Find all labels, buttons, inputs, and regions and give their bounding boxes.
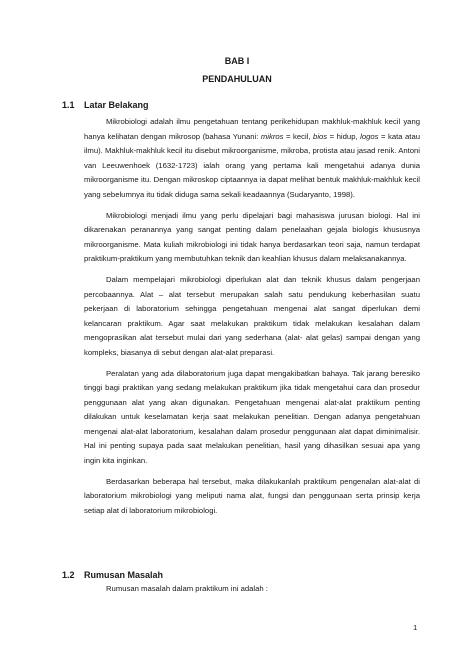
section-body-rumusan-masalah bbox=[84, 582, 420, 603]
italic-term: mikros bbox=[260, 131, 284, 141]
chapter-label: BAB I bbox=[224, 56, 250, 66]
section-heading-latar-belakang bbox=[62, 100, 149, 110]
section-title: Rumusan Masalah bbox=[84, 570, 164, 580]
text-run: = kata atau ilmu). Makhluk-makhluk kecil itu disebut mikroorganisme, mikroba, protista atau jasad renik. Antoni van Leeuwenhoek (1632-1723) ialah orang yang pertama kali mengetahui adanya dunia mikroorganisme itu. Dengan mikroskop ciptaannya ia dapat melihat bentuk makhluk-makhluk kecil yang sebelumnya itu tidak diduga sama sekali keadaannya (Sudaryanto, 1998). bbox=[84, 131, 420, 199]
chapter-title: PENDAHULUAN bbox=[202, 74, 272, 84]
text-run: Berdasarkan beberapa hal tersebut, maka dilakukanlah praktikum pengenalan alat-alat di laboratorium mikrobiologi yang meliputi nama alat, fungsi dan penggunaan serta prinsip kerja setiap alat di laboratorium mikrobiologi. bbox=[84, 476, 420, 515]
section-body-latar-belakang bbox=[84, 115, 420, 524]
paragraph bbox=[84, 209, 420, 267]
page-number: 1 bbox=[413, 623, 418, 632]
text-run: Dalam mempelajari mikrobiologi diperlukan alat dan teknik khusus dalam pengerjaan percobaannya. Alat – alat tersebut merupakan salah satu pendukung keberhasilan suatu pekerjaan di laboratorium sehingga pengetahuan mengenai alat sangat diperlukan demi kelancaran praktikum. Agar saat melakukan praktikum tidak melakukan kesalahan dalam mengoprasikan alat tersebut mulai dari yang sederhana (alat- alat gelas) sampai dengan yang kompleks, biasanya di sebut dengan alat-alat preparasi. bbox=[84, 274, 420, 357]
text-run: Mikrobiologi adalah ilmu pengetahuan tentang perikehidupan makhluk-makhluk kecil yang hanya kelihatan dengan mikrosop (bahasa Yunani: bbox=[84, 117, 420, 141]
text-run: Peralatan yang ada dilaboratorium juga dapat mengakibatkan bahaya. Tak jarang beresiko tinggi bagi praktikan yang sedang melakukan praktikum jika tidak mengetahui cara dan prosedur penggunaan alat yang akan digunakan. Pengetahuan mengenai alat-alat praktikum penting dilakukan untuk keselamatan kerja saat melakukan penelitian. Dengan adanya pengetahuan mengenai alat-alat laboratorium, kesalahan dalam prosedur penggunaan alat dapat diminimalisir. Hal ini penting supaya pada saat melakukan penelitian, hasil yang dihasilkan sesuai apa yang ingin kita inginkan. bbox=[84, 368, 420, 466]
section-number: 1.1 bbox=[62, 100, 75, 110]
paragraph bbox=[84, 475, 420, 519]
section-heading-rumusan-masalah bbox=[62, 570, 163, 580]
paragraph bbox=[84, 273, 420, 361]
text-run: = kecil, bbox=[283, 131, 314, 141]
section-number: 1.2 bbox=[62, 570, 75, 580]
text-run: = hidup, bbox=[327, 131, 361, 141]
paragraph bbox=[84, 367, 420, 469]
text-run: Mikrobiologi menjadi ilmu yang perlu dipelajari bagi mahasiswa jurusan biologi. Hal ini dikarenakan peranannya yang sangat penting dalam penelaahan gejala biologis khususnya mikroorganisme. Mata kuliah mikrobiologi ini tidak hanya berdasarkan teori saja, namun terdapat praktikum-praktikum yang membutuhkan teknik dan keahlian khusus dalam melaksanakannya. bbox=[84, 210, 420, 264]
italic-term: bios bbox=[313, 131, 328, 141]
italic-term: logos bbox=[360, 131, 379, 141]
paragraph: Rumusan masalah dalam praktikum ini adalah : bbox=[106, 584, 268, 593]
paragraph bbox=[84, 115, 420, 203]
section-title: Latar Belakang bbox=[84, 100, 149, 110]
